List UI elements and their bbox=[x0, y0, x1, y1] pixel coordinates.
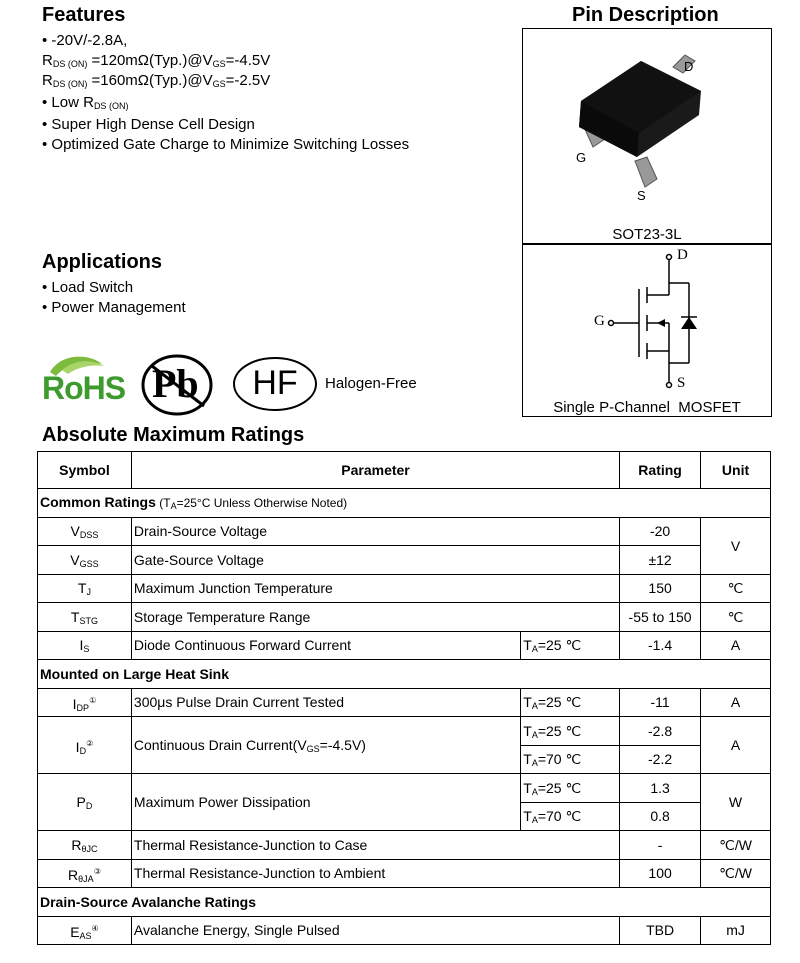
pb-text: Pb bbox=[152, 361, 199, 406]
symbol-tstg: $T_{STG}$ bbox=[38, 603, 132, 632]
header-parameter: Parameter bbox=[131, 452, 619, 489]
features-title: Features bbox=[42, 4, 126, 26]
symbol-vdss: $V_{DSS}$ bbox=[38, 517, 132, 546]
feature-low-rdson: • Low $R_{DS (ON)}$ bbox=[42, 94, 129, 111]
header-unit: Unit bbox=[701, 452, 771, 489]
table-row: $I_D^②$ Continuous Drain $Current(V_{GS}=-4.5V)$ $T_A=25$ ℃ -2.8 A bbox=[38, 717, 771, 746]
symbol-tj: $T_J$ bbox=[38, 574, 132, 603]
section-common: Common Ratings ($T_A=25^\circ C$ Unless Otherwise Noted) bbox=[38, 489, 771, 518]
schematic-pin-s: S bbox=[677, 375, 686, 391]
package-pin-g: G bbox=[576, 150, 587, 165]
table-row: $P_D$ Maximum Power Dissipation $T_A=25$ ℃ 1.3 W bbox=[38, 774, 771, 803]
header-symbol: Symbol bbox=[38, 452, 132, 489]
symbol-rjc: $R_{\theta JC}$ bbox=[38, 831, 132, 860]
feature-voltage-current: • -20V/-2.8A, bbox=[42, 32, 128, 49]
table-row: $R_{\theta JA}^③$ Thermal Resistance-Junction to Ambient 100 ℃/W bbox=[38, 859, 771, 888]
device-type: Single P-Channel MOSFET bbox=[553, 399, 741, 416]
table-row: $E_{AS}^④$ Avalanche Energy, Single Pulsed TBD mJ bbox=[38, 916, 771, 945]
sot23-package-image bbox=[523, 29, 771, 229]
section-mounted: Mounted on Large Heat Sink bbox=[38, 660, 771, 689]
table-row: $I_{DP}^①$ 300μs Pulse Drain Current Tested $T_A=25$ ℃ -11 A bbox=[38, 688, 771, 717]
symbol-id: $I_D^②$ bbox=[38, 717, 132, 774]
rohs-text: RoHS bbox=[42, 370, 126, 406]
symbol-vgss: $V_{GSS}$ bbox=[38, 546, 132, 575]
pb-free-logo bbox=[140, 354, 216, 416]
symbol-rja: $R_{\theta JA}^③$ bbox=[38, 859, 132, 888]
package-pin-s: S bbox=[637, 188, 646, 203]
application-load-switch: • Load Switch bbox=[42, 279, 134, 296]
header-rating: Rating bbox=[620, 452, 701, 489]
hf-text: HF bbox=[252, 364, 298, 402]
symbol-pd: $P_D$ bbox=[38, 774, 132, 831]
halogen-free-label: Halogen-Free bbox=[325, 375, 417, 392]
schematic-pin-d: D bbox=[677, 247, 688, 263]
symbol-idp: $I_{DP}^①$ bbox=[38, 688, 132, 717]
table-row: $T_J$ Maximum Junction Temperature 150 ℃ bbox=[38, 574, 771, 603]
package-name: SOT23-3L bbox=[612, 226, 682, 243]
table-row: $T_A=70$ ℃ 0.8 bbox=[38, 802, 771, 831]
section-avalanche: Drain-Source Avalanche Ratings bbox=[38, 888, 771, 917]
application-power-management: • Power Management bbox=[42, 299, 186, 316]
ratings-table bbox=[37, 451, 771, 945]
table-row: $V_{GSS}$ Gate-Source Voltage ±12 bbox=[38, 546, 771, 575]
ratings-title: Absolute Maximum Ratings bbox=[42, 424, 305, 446]
pin-description-title: Pin Description bbox=[572, 4, 719, 26]
rohs-logo bbox=[42, 350, 130, 410]
table-row: $V_{DSS}$ Drain-Source Voltage -20 V bbox=[38, 517, 771, 546]
symbol-is: $I_S$ bbox=[38, 631, 132, 660]
table-header-row bbox=[38, 452, 771, 489]
table-row: $R_{\theta JC}$ Thermal Resistance-Junction to Case - ℃/W bbox=[38, 831, 771, 860]
feature-rdson-45: $R_{DS (ON)}$ $=120m\Omega(Typ.)@V_{GS}=-4.5V$ bbox=[42, 52, 271, 69]
schematic-pin-g: G bbox=[594, 313, 605, 329]
feature-cell-design: • Super High Dense Cell Design bbox=[42, 116, 255, 133]
unit-voltage: V bbox=[701, 517, 771, 574]
table-row: $T_{STG}$ Storage Temperature Range -55 to 150 ℃ bbox=[38, 603, 771, 632]
mosfet-symbol bbox=[523, 245, 771, 395]
feature-rdson-25: $R_{DS (ON)}$ $=160m\Omega(Typ.)@V_{GS}=-2.5V$ bbox=[42, 72, 271, 89]
feature-gate-charge: • Optimized Gate Charge to Minimize Switching Losses bbox=[42, 136, 410, 153]
applications-title: Applications bbox=[42, 251, 163, 273]
hf-logo bbox=[232, 356, 318, 412]
table-row: $I_S$ Diode Continuous Forward Current $T_A=25$ ℃ -1.4 A bbox=[38, 631, 771, 660]
table-row: $T_A=70$ ℃ -2.2 bbox=[38, 745, 771, 774]
package-pin-d: D bbox=[684, 59, 694, 74]
symbol-eas: $E_{AS}^④$ bbox=[38, 916, 132, 945]
package-box bbox=[522, 28, 772, 244]
schematic-box bbox=[522, 244, 772, 417]
